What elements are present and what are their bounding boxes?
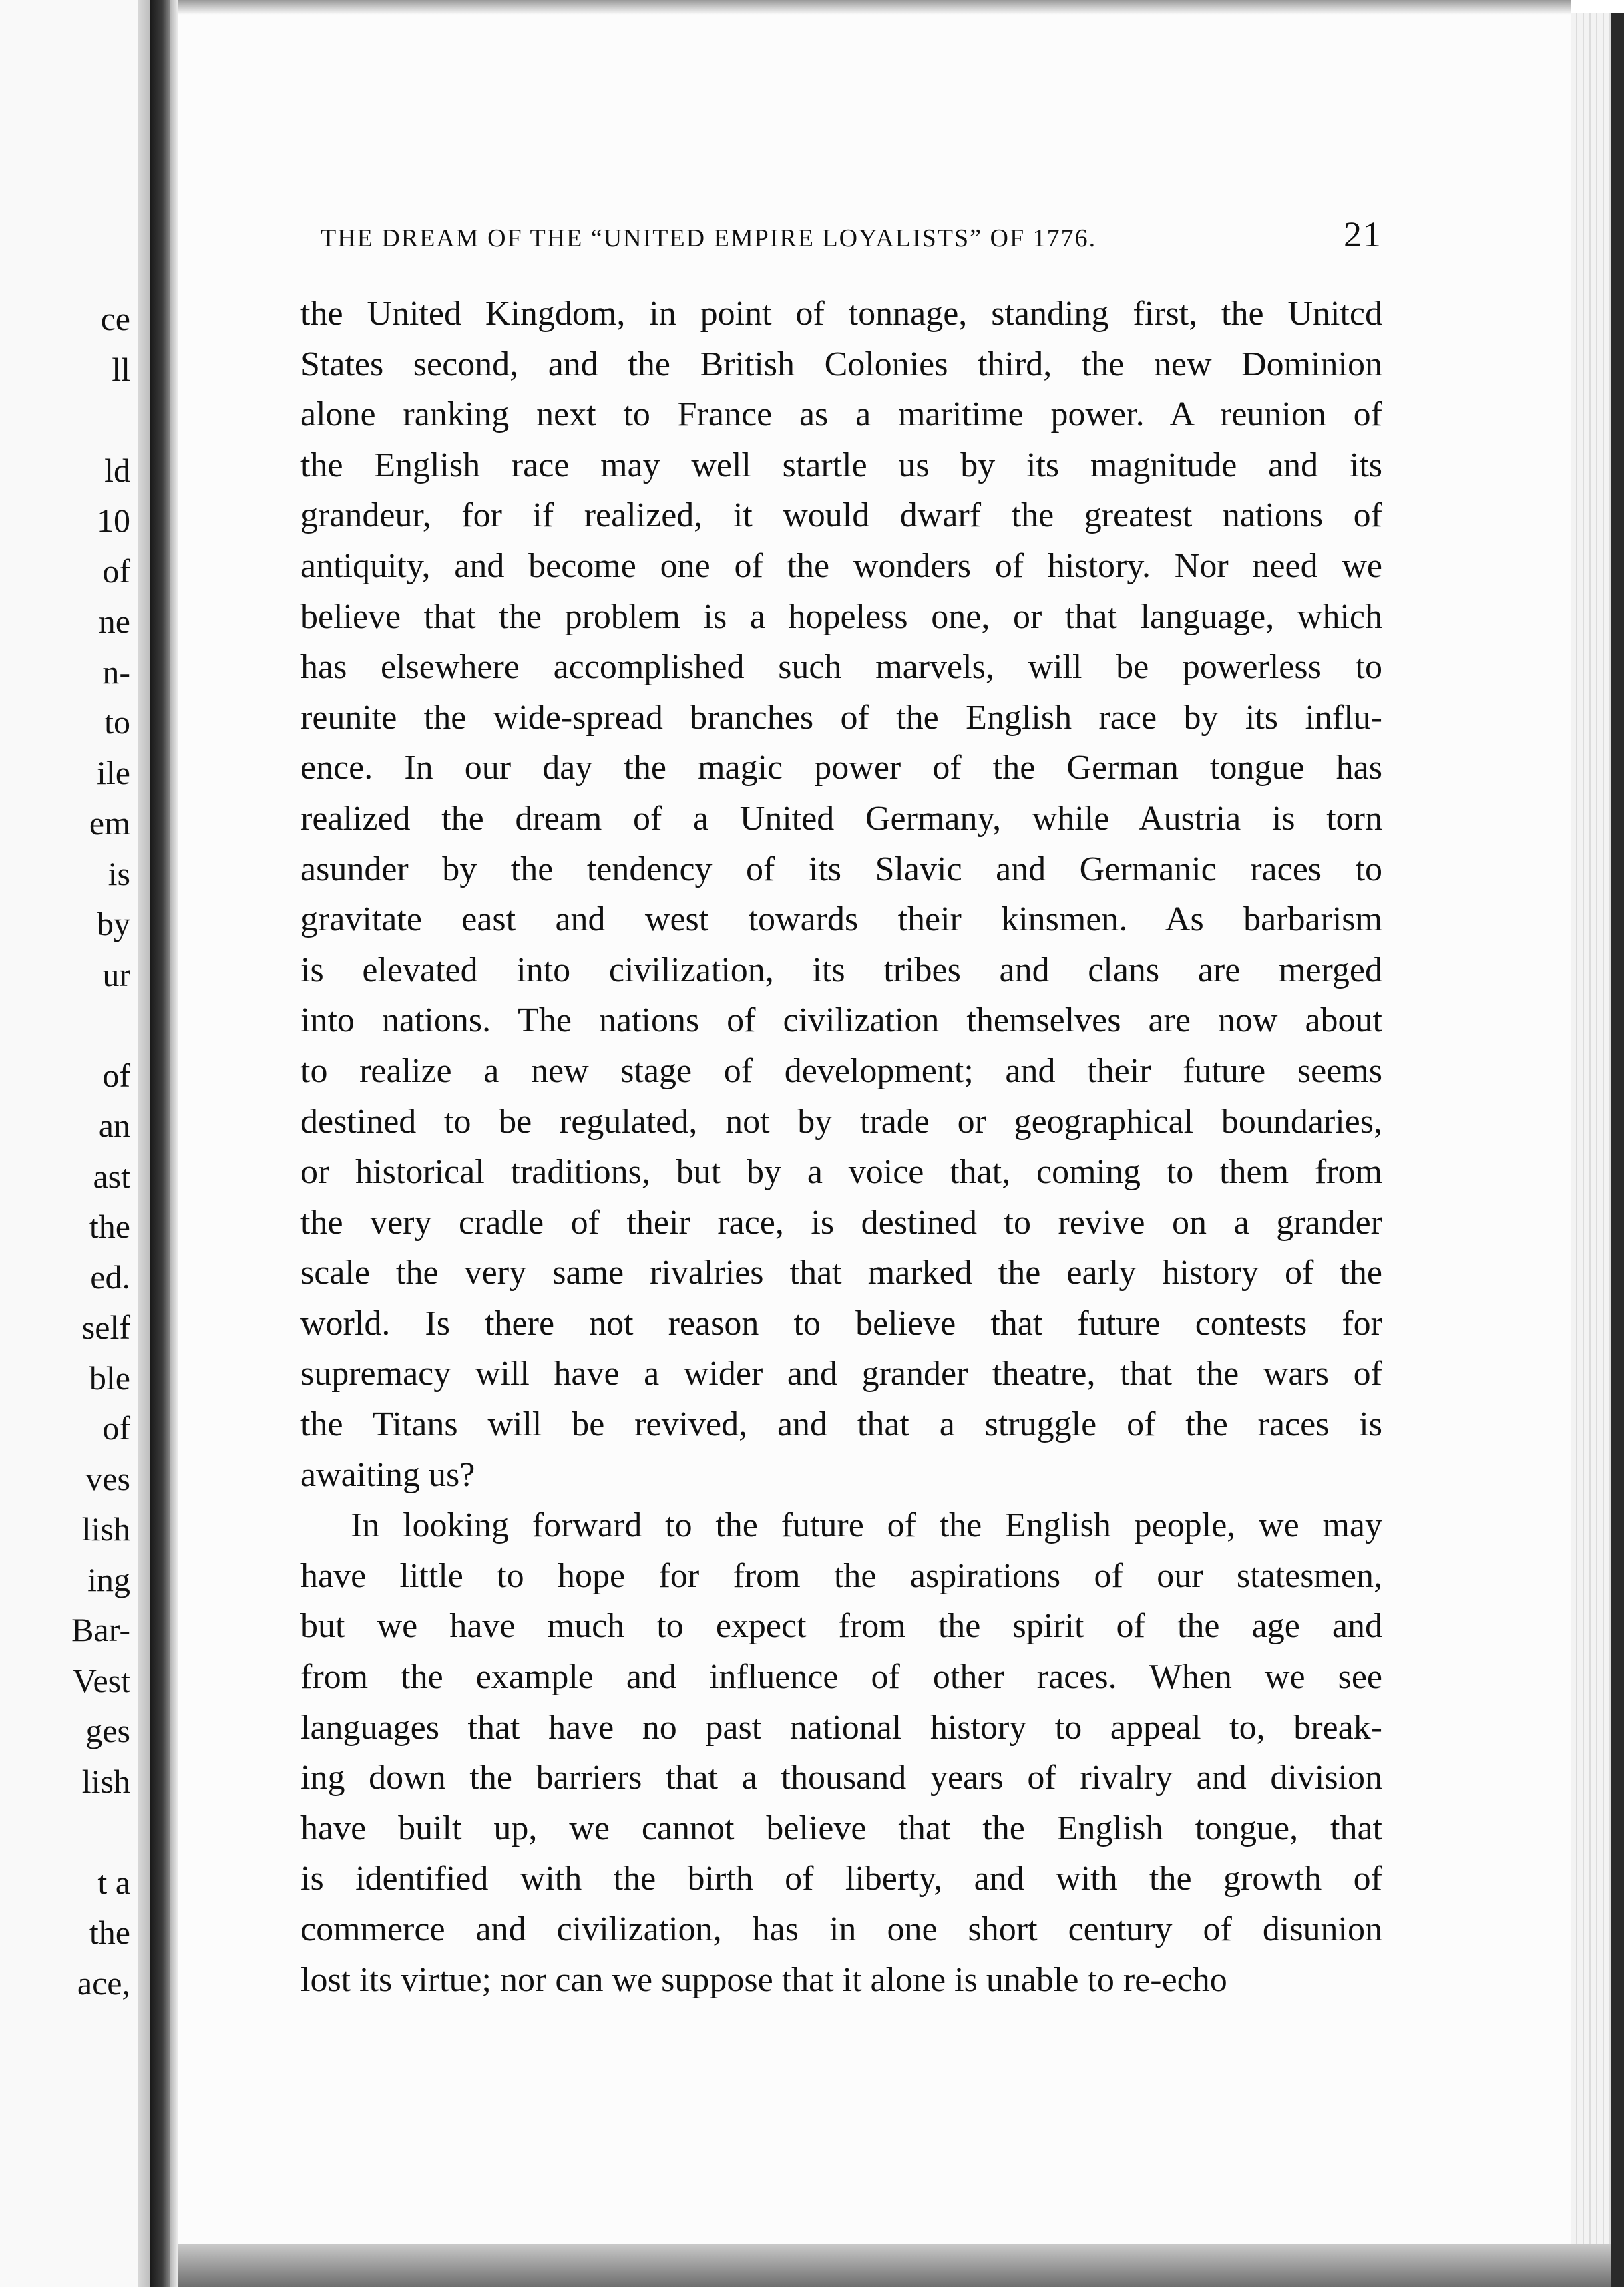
facing-page-edge	[138, 0, 150, 2287]
fore-edge-shadow	[1611, 13, 1624, 2287]
page-number: 21	[1344, 214, 1382, 254]
text-line: the United Kingdom, in point of tonnage, standing first, the Unitcd	[300, 295, 1382, 333]
text-line: world. Is there not reason to believe that future contests for	[300, 1304, 1382, 1343]
facing-page-line: ile	[97, 753, 130, 791]
text-line: believe that the problem is a hopeless one, or that language, which	[300, 597, 1382, 636]
text-line: supremacy will have a wider and grander theatre, that the wars of	[300, 1355, 1382, 1393]
running-head-title: THE DREAM OF THE “UNITED EMPIRE LOYALISTS” OF 1776.	[321, 224, 1097, 252]
text-line: have little to hope for from the aspirations of our statesmen,	[300, 1556, 1382, 1595]
text-line: In looking forward to the future of the English people, we may	[351, 1506, 1382, 1545]
text-line: ing down the barriers that a thousand years of rivalry and division	[300, 1759, 1382, 1797]
page-bottom-edge	[178, 2244, 1611, 2287]
facing-page-line	[71, 395, 130, 446]
facing-page-line: n-	[102, 653, 130, 691]
facing-page-line: t a	[97, 1863, 130, 1901]
facing-page-line: is	[108, 854, 130, 892]
facing-page-line	[71, 1807, 130, 1858]
text-line: awaiting us?	[300, 1455, 475, 1494]
body-text	[300, 289, 1382, 2005]
facing-page-line: ed.	[90, 1258, 130, 1296]
text-line: ence. In our day the magic power of the German tongue has	[300, 749, 1382, 787]
facing-page-line: ce	[100, 300, 130, 337]
facing-page-line: of	[102, 1056, 130, 1094]
book-gutter	[150, 0, 170, 2287]
facing-page-line: ves	[85, 1459, 130, 1498]
text-line: reunite the wide-spread branches of the English race by its influ-	[300, 698, 1382, 737]
facing-page-line: to	[104, 703, 130, 741]
text-line: asunder by the tendency of its Slavic and Germanic races to	[300, 850, 1382, 888]
facing-page-line: the	[89, 1914, 130, 1951]
running-head	[321, 214, 1382, 260]
text-line: gravitate east and west towards their kinsmen. As barbarism	[300, 900, 1382, 939]
text-line: the Titans will be revived, and that a struggle of the races is	[300, 1405, 1382, 1444]
text-line: antiquity, and become one of the wonders of history. Nor need we	[300, 546, 1382, 585]
facing-page-line: self	[81, 1308, 130, 1346]
text-line: but we have much to expect from the spirit of the age and	[300, 1607, 1382, 1646]
facing-page-line: lish	[81, 1762, 130, 1800]
text-line: realized the dream of a United Germany, while Austria is torn	[300, 799, 1382, 838]
facing-page-line: ast	[93, 1157, 130, 1195]
facing-page-line: an	[98, 1107, 130, 1144]
text-line: the very cradle of their race, is destined to revive on a grander	[300, 1203, 1382, 1242]
text-line: grandeur, for if realized, it would dwarf the greatest nations of	[300, 496, 1382, 535]
text-line: destined to be regulated, not by trade or geographical boundaries,	[300, 1102, 1382, 1141]
text-line: is identified with the birth of liberty, and with the growth of	[300, 1860, 1382, 1898]
text-line: is elevated into civilization, its tribes and clans are merged	[300, 950, 1382, 989]
spine-edge	[170, 0, 178, 2287]
facing-page-line	[71, 1000, 130, 1051]
text-line: from the example and influence of other races. When we see	[300, 1658, 1382, 1697]
facing-page-line: 10	[97, 502, 130, 539]
facing-page	[0, 0, 150, 2287]
text-line: or historical traditions, but by a voice that, coming to them from	[300, 1153, 1382, 1192]
facing-page-line: em	[89, 804, 130, 842]
text-line: lost its virtue; nor can we suppose that it alone is unable to re-echo	[300, 1960, 1227, 1999]
text-line: States second, and the British Colonies third, the new Dominion	[300, 345, 1382, 383]
text-line: commerce and civilization, has in one short century of disunion	[300, 1910, 1382, 1948]
paragraph	[300, 1500, 1382, 2005]
facing-page-text	[71, 294, 130, 2008]
facing-page-line: ll	[112, 350, 130, 388]
page-top-shadow	[178, 0, 1571, 15]
facing-page-line: lish	[81, 1510, 130, 1548]
text-line: scale the very same rivalries that marked the early history of the	[300, 1254, 1382, 1292]
page-fore-edge	[1571, 13, 1611, 2251]
facing-page-line: by	[97, 905, 130, 942]
facing-page-line: ur	[102, 955, 130, 993]
facing-page-line: ing	[87, 1560, 130, 1598]
facing-page-line: ges	[85, 1712, 130, 1749]
facing-page-line: Bar-	[71, 1611, 130, 1648]
text-line: alone ranking next to France as a maritime power. A reunion of	[300, 395, 1382, 434]
text-line: languages that have no past national history to appeal to, break-	[300, 1708, 1382, 1747]
text-line: into nations. The nations of civilization themselves are now about	[300, 1001, 1382, 1040]
facing-page-line: Vest	[72, 1661, 130, 1699]
text-line: the English race may well startle us by its magnitude and its	[300, 446, 1382, 484]
paragraph	[300, 289, 1382, 1500]
facing-page-line: ble	[89, 1359, 130, 1397]
text-line: to realize a new stage of development; and their future seems	[300, 1051, 1382, 1090]
text-line: have built up, we cannot believe that the English tongue, that	[300, 1809, 1382, 1848]
text-line: has elsewhere accomplished such marvels, will be powerless to	[300, 648, 1382, 687]
facing-page-line: the	[89, 1208, 130, 1245]
facing-page-line: ace,	[77, 1964, 130, 2002]
facing-page-line: ld	[104, 451, 130, 489]
facing-page-line: of	[102, 1409, 130, 1447]
facing-page-line: ne	[98, 602, 130, 640]
facing-page-line: of	[102, 552, 130, 590]
